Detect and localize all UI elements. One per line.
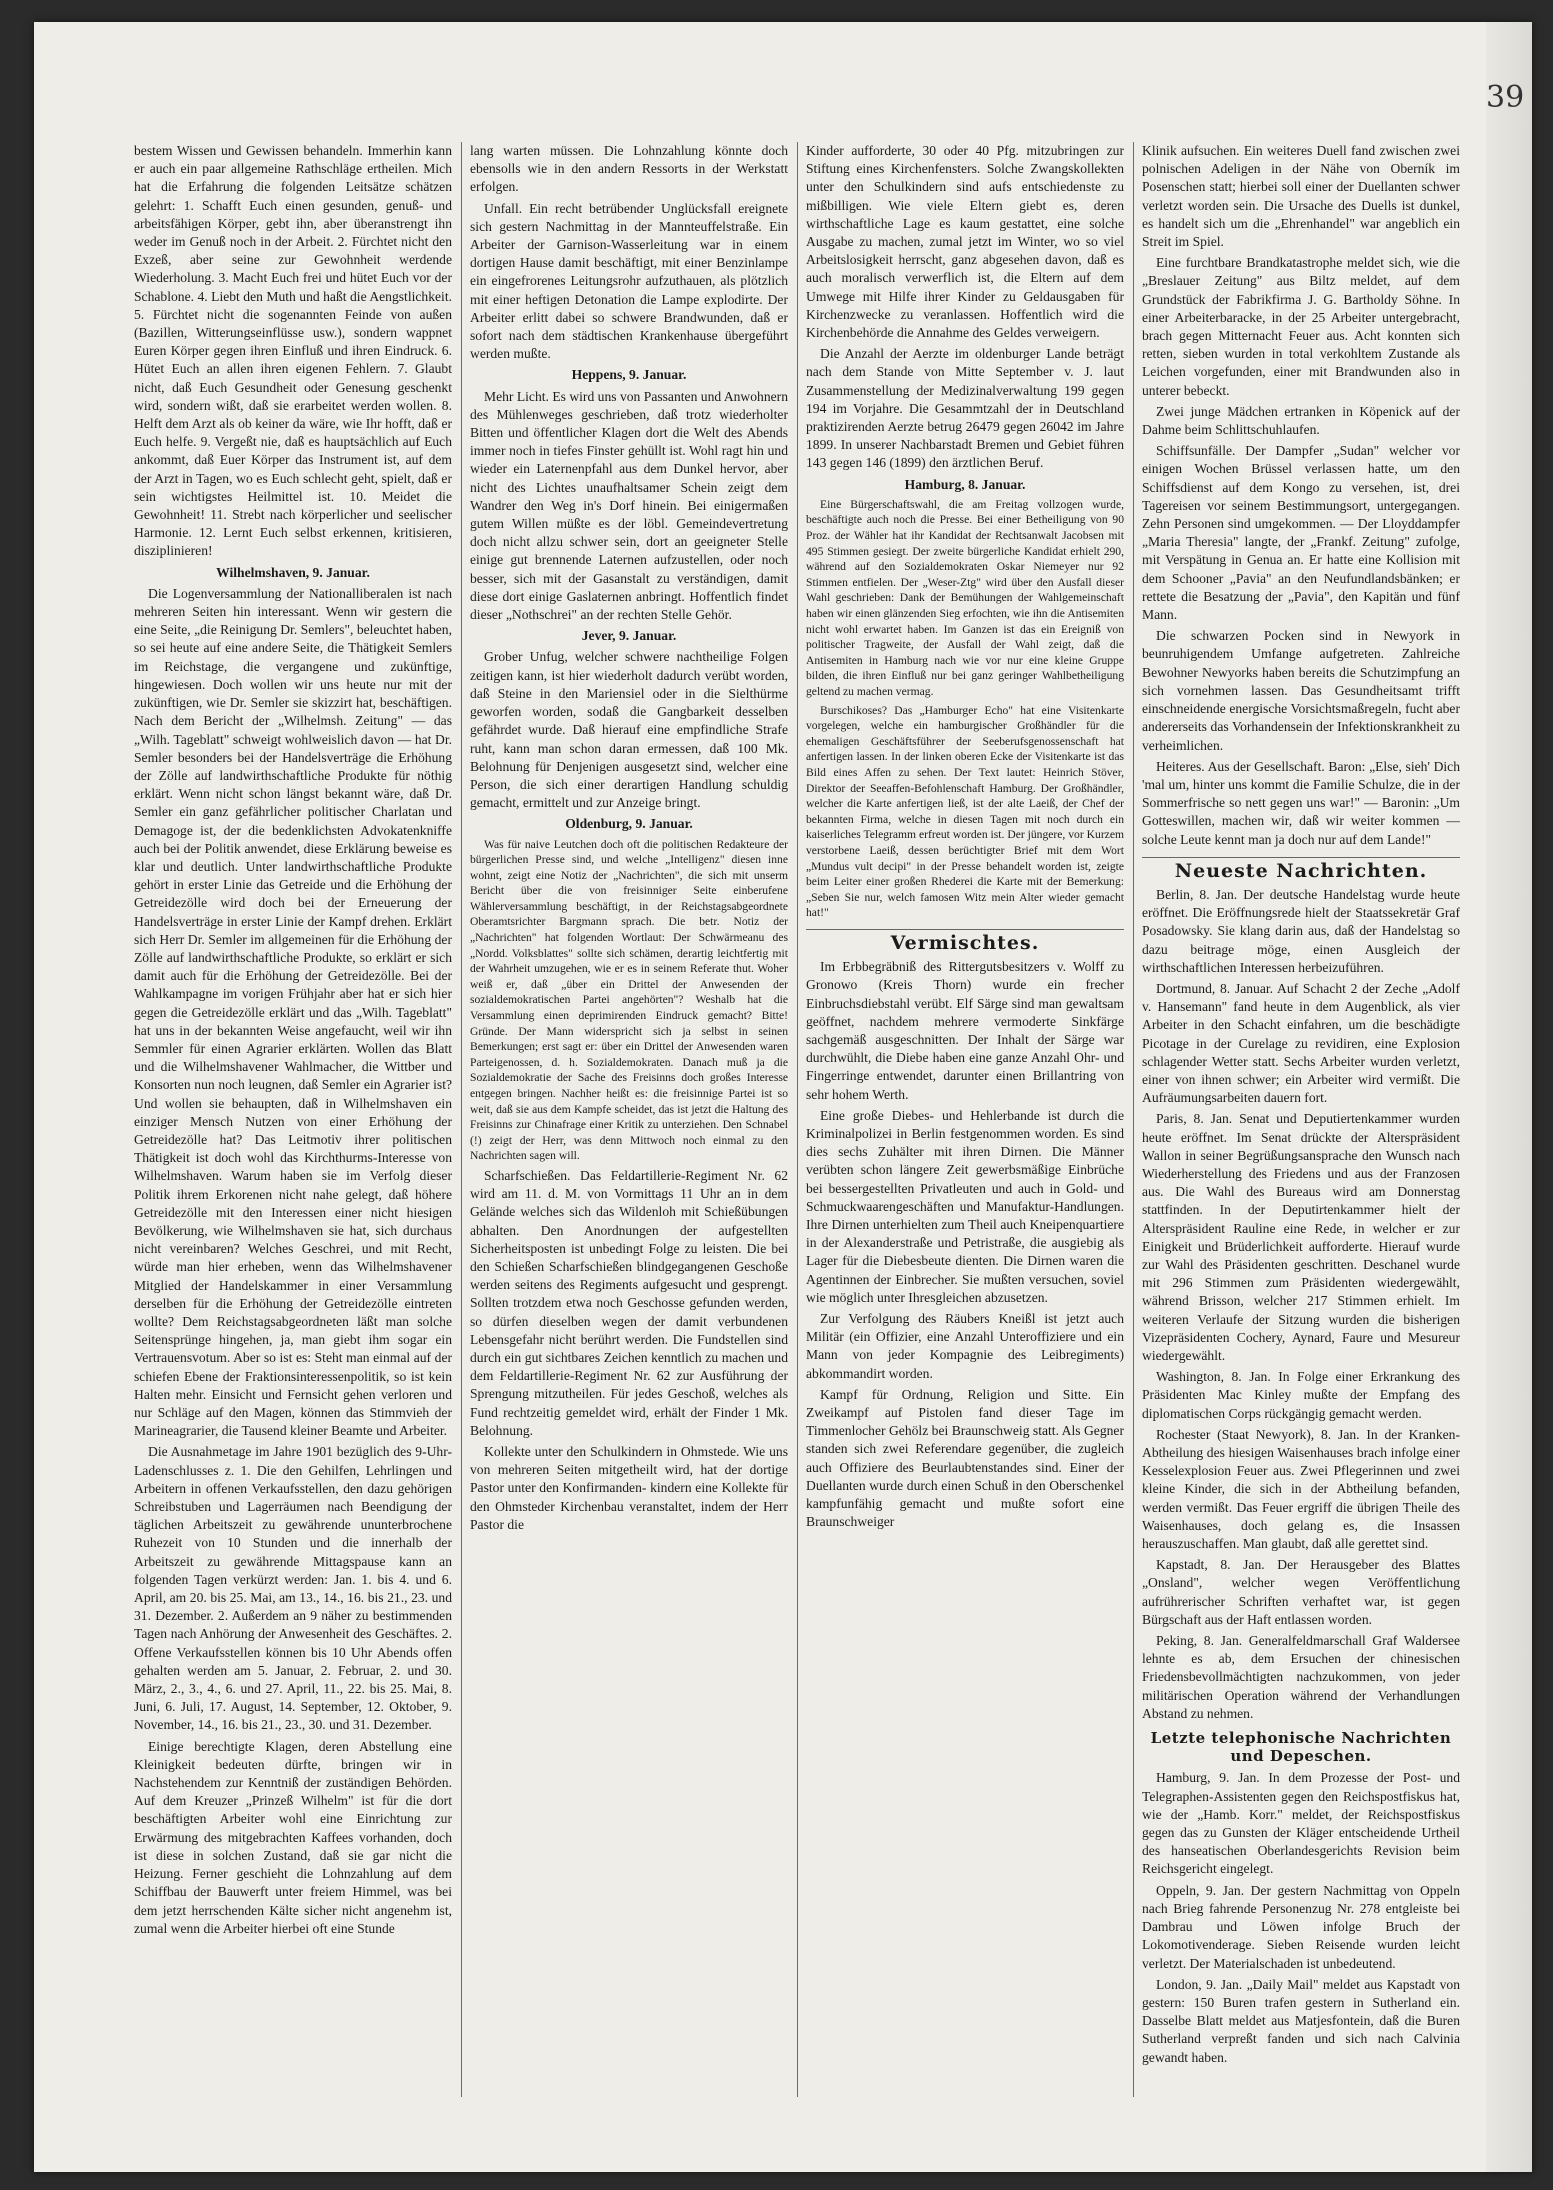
article-paragraph: Eine Bürgerschaftswahl, die am Freitag vollzogen wurde, beschäftigte auch noch die Presse. Bei einer Betheiligung von 90 Proz. der Wähler hat ihr Kandidat der Rechtsanwalt Jacobsen mit 495 Stimmen gesiegt. Der zweite bürgerliche Kandidat erhielt 290, während auf den Sozialdemokraten Oskar Niemeyer nur 92 Stimmen entfielen. Der „Weser-Ztg" wird über den Ausfall dieser Wahl geschrieben: Dank der Bemühungen der Wahlgemeinschaft haben wir einen glänzenden Sieg erfochten, wie ihn die Antisemiten nicht wohl erwartet haben. Im Ganzen ist das ein Ereigniß von politischer Tragweite, der Ausfall der Wahl zeigt, daß die Antisemiten in Hamburg nach wie vor nur eine kleine Gruppe bilden, die ihren Einfluß nur bei ganz geringer Wahlbetheiligung geltend zu machen vermag. [806, 497, 1124, 698]
column-rule [461, 142, 462, 2097]
article-paragraph: London, 9. Jan. „Daily Mail" meldet aus Kapstadt von gestern: 150 Buren trafen gestern in Sutherland ein. Dasselbe Blatt meldet aus Matjesfontein, daß die Buren Sutherland verpreßt fanden und sich nach Calvinia gewandt haben. [1142, 1976, 1460, 2065]
column-4 [1142, 142, 1460, 2097]
article-paragraph: Grober Unfug, welcher schwere nachtheilige Folgen zeitigen kann, ist hier wiederholt dadurch verübt worden, daß Steine in den Mariensiel oder in die Sielthürme geworfen worden, sodaß die Gangbarkeit desselben gefährdet wurde. Daß hierauf eine empfindliche Strafe ruht, kann man schon daran ermessen, daß 100 Mk. Belohnung für Denjenigen ausgesetzt sind, welcher eine Person, die sich einer derartigen Handlung schuldig gemacht, ermittelt und zur Anzeige bringt. [470, 649, 788, 811]
article-paragraph: Zwei junge Mädchen ertranken in Köpenick auf der Dahme beim Schlittschuhlaufen. [1142, 403, 1460, 438]
column-area [134, 142, 1464, 2097]
article-paragraph: Rochester (Staat Newyork), 8. Jan. In der Kranken-Abtheilung des hiesigen Waisenhauses brach infolge einer Kesselexplosion Feuer aus. Zwei Pflegerinnen und zwei kleine Kinder, die sich in der Abtheilung befanden, werden vermißt. Das Feuer ergriff die übrigen Theile des Waisenhauses, doch gelang es, die Insassen herauszuschaffen. Man glaubt, daß alle gerettet sind. [1142, 1426, 1460, 1552]
article-paragraph: Hamburg, 9. Jan. In dem Prozesse der Post- und Telegraphen-Assistenten gegen den Reichspostfiskus hat, wie der „Hamb. Korr." meldet, der Reichspostfiskus gegen das zu Gunsten der Kläger entscheidende Urtheil des hanseatischen Oberlandesgerichts Revision beim Reichsgericht eingelegt. [1142, 1770, 1460, 1877]
article-paragraph: Washington, 8. Jan. In Folge einer Erkrankung des Präsidenten Mac Kinley mußte der Empfang des diplomatischen Corps rückgängig gemacht werden. [1142, 1369, 1460, 1421]
article-paragraph: Burschikoses? Das „Hamburger Echo" hat eine Visitenkarte vorgelegen, welche ein hamburgischer Großhändler für die ehemaligen Geschäftsführer der Seeberufsgenossenschaft hat anfertigen lassen. In der linken oberen Ecke der Visitenkarte ist das Bild eines Affen zu sehen. Der Text lautet: Heinrich Stöver, Direktor der Seeaffen-Befohlenschaft Hamburg. Der Großhändler, welcher die Karte anfertigen ließ, ist der alte Laeiß, der Chef der bekannten Firma, welche in diesen Tagen mit noch durch ein kaiserliches Telegramm erfreut worden ist. Der jüngere, vor Kurzem verstorbene Laeiß, dessen berüchtigter Brief mit dem Wort „Mundus vult decipi" in der Presse behandelt worden ist, zeigte beim Leiter einer großen Rhederei die Karte mit der Bemerkung: „Seben Sie nur, welch famosen Witz mein Alter wieder gemacht hat!" [806, 703, 1124, 920]
column-3 [806, 142, 1124, 2097]
newspaper-page [34, 22, 1532, 2172]
article-paragraph: Mehr Licht. Es wird uns von Passanten und Anwohnern des Mühlenweges geschrieben, daß trotz wiederholter Bitten und öffentlicher Klagen dort die Welt des Abends immer noch in tiefes Finster gehüllt ist. Wohl ragt hin und wieder ein Laternenpfahl aus dem Dunkel hervor, aber nicht des Lichtes unaufhaltsamer Schein zeigt dem Wandrer den Weg in's Dorf hinein. Bei einigermaßen gutem Willen müßte es der löbl. Gemeindevertretung doch nicht allzu schwer sein, dort an geeigneter Stelle einige gut brennende Laternen aufzustellen, oder noch besser, sich mit der Gasanstalt zu verständigen, damit diese dort einige Gaslaternen anbringt. Hoffentlich findet dieser „Nothschrei" an der rechten Stelle Gehör. [470, 388, 788, 623]
article-paragraph: Berlin, 8. Jan. Der deutsche Handelstag wurde heute eröffnet. Die Eröffnungsrede hielt der Staatssekretär Graf Posadowsky. Sie klang darin aus, daß der Handelstag so dazu beitrage möge, einen Ausgleich der wirthschaftlichen Interessen herbeizuführen. [1142, 886, 1460, 975]
column-2 [470, 142, 788, 2097]
article-paragraph: Kollekte unter den Schulkindern in Ohmstede. Wie uns von mehreren Seiten mitgetheilt wird, hat der dortige Pastor unter den Konfirmanden- kindern eine Kollekte für den Ohmsteder Kirchenbau veranstaltet, indem der Herr Pastor die [470, 1444, 788, 1532]
section-heading: Vermischtes. [806, 929, 1124, 952]
article-paragraph: Die Logenversammlung der Nationalliberalen ist nach mehreren Seiten hin interessant. Wenn wir gestern die eine Seite, „die Reinigung Dr. Semlers", beleuchtet haben, so sei heute auf eine andere Seite, die Thätigkeit Semlers im Reichstage, die vergangene und zukünftige, hingewiesen. Doch wollen wir uns heute nur mit der zukünftigen, wie Dr. Semler sie skizzirt hat, beschäftigen. Nach dem Bericht der „Wilhelmsh. Zeitung" — das „Wilh. Tageblatt" schweigt wohlweislich davon — hat Dr. Semler besonders bei der Handelsverträge die Erhöhung der Zölle auf landwirthschaftliche Produkte für nöthig erklärt. Wenn nicht schon längst bekannt wäre, daß Dr. Semler ein ganz gefährlicher politischer Charlatan und Demagoge ist, der die bedenklichsten Advokatenkniffe auch bei der Politik anwendet, diese Erklärung beweise es klar und deutlich. Unter landwirthschaftliche Produkte gehört in erster Linie das Getreide und die Erhöhung der Getreidezölle wird doch bei der Erneuerung der Handelsverträge in erster Linie der Kampf drehen. Erklärt sich Herr Dr. Semler im allgemeinen für die Erhöhung der Zölle auf landwirthschaftliche Produkte, so erklärt er sich damit auch für die Erhöhung der Getreidezölle. Bei der Wahlkampagne im vorigen Frühjahr aber hat er sich hier gegen die Getreidezölle erklärt und das „Wilh. Tageblatt" hat uns in der bekannten Weise angefaucht, weil wir ihn Semmler für einen Agrarier erklärten. Wollen das Blatt und die Wilhelmshavener Wahlmacher, die Wittber und Konsorten nun noch leugnen, daß Semler ein Agrarier ist? Und wollen sie behaupten, daß in Wilhelmshaven ein einziger Mensch Nutzen von einer Erhöhung der Getreidezölle hat? Das Leitmotiv ihrer politischen Thätigkeit ist doch wohl das Kirchthurms-Interesse von Wilhelmshaven. Warum haben sie im Verfolg dieser Politik ihrem Erkorenen nicht nahe gelegt, daß höhere Getreidezölle mit den Interessen einer nicht hiesigen Bevölkerung, wie Wilhelmshaven sie hat, sich durchaus nicht vereinbaren? Welches Geschrei, und mit Recht, würde man hier erheben, wenn das Wilhelmshavener Mitglied der Handelskammer in einer Versammlung derselben für die Erhöhung der Getreidezölle eintreten wollte? Dem Reichstagsabgeordneten läßt man solche Seitensprünge hingehen, ja, man giebt ihm sogar ein Vertrauensvotum. Aber so ist es: Steht man einmal auf der schiefen Ebene der Fraktionsinteressenpolitik, so ist kein Halten mehr. Einsicht und Fernsicht gehen verloren und nur Schläge auf den Magen, können das Stimmvieh der Marineagrarier, die Tausend kleiner Beamte und Arbeiter. [134, 585, 452, 1439]
article-paragraph: Was für naive Leutchen doch oft die politischen Redakteure der bürgerlichen Presse sind, und welche „Intelligenz" diesen inne wohnt, zeigt eine Notiz der „Nachrichten", die sich mit unserm Bericht über die von freisinniger Seite einberufene Wählerversammlung beschäftigt, in der Reichstagsabgeordnete Oberamtsrichter Bargmann sprach. Die betr. Notiz der „Nachrichten" hat folgenden Wortlaut: Der Schwärmeanu des „Nordd. Volksblattes" sollte sich schämen, derartig leichtfertig mit der Wahrheit umzugehen, wie er es in seinem Referate thut. Woher weiß er, daß „über ein Drittel der Anwesenden der sozialdemokratischen Partei angehörten"? Weshalb hat die Versammlung einen deprimirenden Eindruck gemacht? Bitte! Gründe. Der Mann widerspricht sich ja selbst in seinen Bemerkungen; erst sagt er: über ein Drittel der Anwesenden waren Parteigenossen, d. h. Sozialdemokraten. Danach muß ja die Sozialdemokratie der Sache des Freisinns doch großes Interesse entgegen bringen. Nachher heißt es: die freisinnige Partei ist so weit, daß sie aus dem Kampfe scheidet, das ist jetzt die Haltung des Freisinns zur Chinafrage einer Kritik zu unterziehen. Den Schnabel (!) zeigt der Herr, was denn Mittwoch noch einmal zu den Nachrichten sagen will. [470, 837, 788, 1163]
dateline: Heppens, 9. Januar. [571, 367, 687, 383]
article-paragraph: Unfall. Ein recht betrübender Unglücksfall ereignete sich gestern Nachmittag in der Mannteuffelstraße. Ein Arbeiter der Garnison-Wasserleitung war in einem dortigen Hause damit beschäftigt, mit einer Benzinlampe ein eingefrorenes Leitungsrohr aufzuthauen, als plötzlich mit einer heftigen Detonation die Lampe explodirte. Der Arbeiter erlitt dabei so schwere Brandwunden, daß er sofort nach dem städtischen Krankenhause übergeführt werden mußte. [470, 200, 788, 362]
article-paragraph: Die Ausnahmetage im Jahre 1901 bezüglich des 9-Uhr-Ladenschlusses z. 1. Die den Gehilfen, Lehrlingen und Arbeitern in offenen Verkaufsstellen, den dazu gehörigen Schreibstuben und Lagerräumen nach Beendigung der täglichen Arbeitszeit zu gewährende ununterbrochene Ruhezeit von 10 Stunden und die innerhalb der Arbeitszeit zu gewährende Mittagspause kann an folgenden Tagen verkürzt werden: Jan. 1. bis 4. und 6. April, am 20. bis 25. Mai, am 13., 14., 16. bis 21., 23. und 31. Dezember. 2. Außerdem an 9 näher zu bestimmenden Tagen nach Anhörung der Anwesenheit des Geschäftes. 2. Offene Verkaufsstellen können bis 10 Uhr Abends offen gehalten werden am 5. Januar, 2. Februar, 2. und 30. März, 2., 3., 4., 6. und 27. April, 11., 22. bis 25. Mai, 8. Juni, 6. Juli, 17. August, 14. September, 12. Oktober, 9. November, 14., 16. bis 21., 23., 30. und 31. Dezember. [134, 1444, 452, 1733]
article-paragraph: Im Erbbegräbniß des Rittergutsbesitzers v. Wolff zu Gronowo (Kreis Thorn) wurde ein frecher Einbruchsdiebstahl verübt. Elf Särge sind man gewaltsam geöffnet, nachdem mehrere vermoderte Sinkfärge sachgemäß ausgeschnitten. Der Inhalt der Särge war durchwühlt, die Diebe haben eine ganze Anzahl Ohr- und Fingerringe entwendet, darunter einen Brillantring von sehr hohem Werth. [806, 959, 1124, 1102]
article-paragraph: Scharfschießen. Das Feldartillerie-Regiment Nr. 62 wird am 11. d. M. von Vormittags 11 Uhr an in dem Gelände welches sich das Wildenloh mit Schießübungen abhalten. Den Anordnungen der aufgestellten Sicherheitsposten ist unbedingt Folge zu leisten. Die bei den Schießen Scharfschießen blindgegangenen Geschoße werden seitens des Regiments aufgesucht und gesprengt. Sollten trotzdem etwa noch Geschosse gefunden werden, so dürfen dieselben wegen der damit verbundenen Lebensgefahr nicht berührt werden. Die Fundstellen sind durch ein gut sichtbares Zeichen kenntlich zu machen und dem Feldartillerie-Regiment Nr. 62 zur Ausführung der Sprengung mitzutheilen. Für jedes Geschoß, welches als Fund rechtzeitig gemeldet wird, erhält der Finder 1 Mk. Belohnung. [470, 1167, 788, 1438]
section-heading: Neueste Nachrichten. [1142, 857, 1460, 880]
dateline: Hamburg, 8. Januar. [904, 476, 1026, 492]
article-paragraph: Schiffsunfälle. Der Dampfer „Sudan" welcher vor einigen Wochen Brüssel verlassen hatte, um den Schiffsdienst auf dem Kongo zu versehen, ist, drei Tagereisen vor seinem Bestimmungsort, untergegangen. Zehn Personen sind umgekommen. — Der Lloyddampfer „Maria Theresia" langte, der „Frankf. Zeitung" zufolge, mit Verspätung in Genua an. Er hatte eine Kollision mit dem Schooner „Pavia" an den Neufundlandsbänken; er rettete die Besatzung der „Pavia", den Kapitän und fünf Mann. [1142, 443, 1460, 623]
article-paragraph: Die Anzahl der Aerzte im oldenburger Lande beträgt nach dem Stande von Mitte September v. J. laut Zusammenstellung der Medizinalverwaltung 199 gegen 194 im Vorjahre. Die Gesammtzahl der in Deutschland praktizirenden Aerzte betrug 26479 gegen 26042 im Jahre 1899. In unserer Nachbarstadt Bremen und Gebiet führen 143 gegen 146 (1899) den ärztlichen Beruf. [806, 346, 1124, 471]
page-number: 39 [1486, 80, 1525, 115]
article-paragraph: Oppeln, 9. Jan. Der gestern Nachmittag von Oppeln nach Brieg fahrende Personenzug Nr. 278 entgleiste bei Dambrau und Löwen infolge Bruch der Lokomotivenderage. Sieben Reisende wurden leicht verletzt. Der Materialschaden ist unbedeutend. [1142, 1882, 1460, 1971]
article-paragraph: Einige berechtigte Klagen, deren Abstellung eine Kleinigkeit bedeuten dürfte, bringen wir in Nachstehendem zur Kenntniß der zuständigen Behörden. Auf dem Kreuzer „Prinzeß Wilhelm" ist für die dort beschäftigten Arbeiter wohl eine Einrichtung zur Erwärmung des mitgebrachten Kaffees vorhanden, doch ist diese in solchen Zustand, daß sie gar nicht die Heizung. Ferner geschieht die Lohnzahlung auf dem Schiffbau der Bauwerft unter freiem Himmel, was bei dem jetzt herrschenden Kälte sicher nicht angenehm ist, zumal wenn die Arbeiter hierbei oft eine Stunde [134, 1738, 452, 1936]
dateline: Wilhelmshaven, 9. Januar. [216, 564, 370, 580]
article-paragraph: Dortmund, 8. Januar. Auf Schacht 2 der Zeche „Adolf v. Hansemann" fand heute in dem Augenblick, als vier Arbeiter in den Schacht einfahren, um die beschädigte Picotage in der Curelage zu revidiren, eine Explosion schlagender Wetter statt. Sechs Arbeiter wurden verletzt, einer von ihnen schwer; ein Arbeiter wird vermißt. Die Aufräumungsarbeiten dauern fort. [1142, 980, 1460, 1106]
column-rule [1133, 142, 1134, 2097]
article-paragraph: Kapstadt, 8. Jan. Der Herausgeber des Blattes „Onsland", welcher wegen Veröffentlichung aufrührerischer Schriften verhaftet war, ist gegen Bürgschaft aus der Haft entlassen worden. [1142, 1557, 1460, 1627]
article-paragraph: Eine furchtbare Brandkatastrophe meldet sich, wie die „Breslauer Zeitung" aus Biltz meldet, auf dem Grundstück der Fabrikfirma J. G. Bartholdy Söhne. In einer Arbeiterbaracke, in der 25 Arbeiter untergebracht, brach gegen Mitternacht Feuer aus. Acht konnten sich retten, sieben wurden in total verkohltem Zustande als Leichen vorgefunden, einer mit Brandwunden also in unterer bebeckt. [1142, 255, 1460, 398]
article-paragraph: bestem Wissen und Gewissen behandeln. Immerhin kann er auch ein paar allgemeine Rathschläge ertheilen. Mich hat die Erfahrung die folgenden Leitsätze schätzen gelehrt: 1. Schafft Euch einen gesunden, genuß- und arbeitsfähigen Körper, gebt ihn, aber überanstrengt ihn weder im Genuß noch in der Arbeit. 2. Fürchtet nicht den Exzeß, aber seine zur Gewohnheit werdende Wiederholung. 3. Macht Euch frei und hütet Euch vor der Schablone. 4. Liebt den Muth und haßt die Aengstlichkeit. 5. Fürchtet nicht die sogenannten Feinde von außen (Bazillen, Witterungseinflüsse usw.), sondern wappnet Euren Körper gegen ihren Einfluß und ihren Eindruck. 6. Hütet Euch an allen ihren eigenen Fehlern. 7. Glaubt nicht, daß Euch Gesundheit oder Genesung geschenkt wird, sondern wißt, daß sie erarbeitet werden wollen. 8. Helft dem Arzt als ob keiner da wäre, wie Ihr hofft, daß er Euch helfe. 9. Vergeßt nie, daß es hauptsächlich auf Euch ankommt, daß Euer Körper das Instrument ist, auf dem der Arzt in Tagen, wo es Euch schlecht geht, spielt, daß er sein wichtigstes Heilmittel ist. 10. Meidet die Gewohnheit! 11. Strebt nach körperlicher und seelischer Harmonie. 12. Lernt Euch selbst erkennen, kritisieren, disziplinieren! [134, 143, 452, 559]
article-paragraph: Kampf für Ordnung, Religion und Sitte. Ein Zweikampf auf Pistolen fand dieser Tage im Timmenlocher Gehölz bei Braunschweig statt. Als Gegner standen sich zwei Referendare gegenüber, die zugleich auch Offiziere des Beurlaubtenstandes sind. Einer der Duellanten wurde durch einen Schuß in den Oberschenkel kampfunfähig gemacht und mußte sofort eine Braunschweiger [806, 1386, 1124, 1530]
article-paragraph: Klinik aufsuchen. Ein weiteres Duell fand zwischen zwei polnischen Adeligen in der Nähe von Oberník im Posenschen statt; hierbei soll einer der Duellanten schwer verletzt worden sein. Die Ursache des Duells ist dunkel, es handelt sich um die „Ehrenhandel" war angeblich ein Streit im Spiel. [1142, 143, 1460, 250]
dateline: Oldenburg, 9. Januar. [565, 816, 693, 832]
dateline: Jever, 9. Januar. [581, 628, 677, 644]
column-rule [797, 142, 798, 2097]
article-paragraph: Paris, 8. Jan. Senat und Deputiertenkammer wurden heute eröffnet. Im Senat drückte der Alterspräsident Wallon in seiner Begrüßungsansprache den Wunsch nach Wiederherstellung des Friedens und aus der Franzosen aus. Die Wahl des Bureaus wird am Donnerstag stattfinden. In der Deputirtenkammer hielt der Alterspräsident Rauline eine Rede, in welcher er zur Einigkeit und Brüderlichkeit aufforderte. Hierauf wurde zur Wahl des Präsidenten geschritten. Deschanel wurde mit 296 Stimmen zum Präsidenten wiedergewählt, während Brisson, welcher 217 Stimmen erhielt. Im weiteren Verlaufe der Sitzung wurden die bisherigen Vizepräsidenten Cochery, Aynard, Faure und Mesureur wiedergewählt. [1142, 1111, 1460, 1363]
article-paragraph: lang warten müssen. Die Lohnzahlung könnte doch ebensolls wie in den andern Ressorts in der Werkstatt erfolgen. [470, 143, 788, 195]
article-paragraph: Peking, 8. Jan. Generalfeldmarschall Graf Waldersee lehnte es ab, dem Ersuchen der chinesischen Friedensbevollmächtigten nachzukommen, von jeder militärischen Operation während der Verhandlungen Abstand zu nehmen. [1142, 1633, 1460, 1721]
article-paragraph: Zur Verfolgung des Räubers Kneißl ist jetzt auch Militär (ein Offizier, eine Anzahl Unteroffiziere und ein Mann von jeder Kompagnie des Leibregiments) abkommandirt worden. [806, 1310, 1124, 1381]
article-paragraph: Kinder aufforderte, 30 oder 40 Pfg. mitzubringen zur Stiftung eines Kirchenfensters. Solche Zwangskollekten unter den Schulkindern sind aufs entschiedenste zu mißbilligen. Wie viele Eltern giebt es, deren wirthschaftliche Lage es kaum gestattet, eine solche Ausgabe zu machen, zumal jetzt im Winter, wo so viel Arbeitslosigkeit herrscht, ganz abgesehen davon, daß es auch moralisch verwerflich ist, die Eltern auf dem Umwege mit Hilfe ihrer Kinder zu Geldausgaben für Kirchenzwecke zu veranlassen. Hoffentlich wird die Kirchenbehörde die Annahme des Geldes verweigern. [806, 143, 1124, 341]
article-paragraph: Eine große Diebes- und Hehlerbande ist durch die Kriminalpolizei in Berlin festgenommen worden. Es sind dies sechs Zuhälter mit ihren Dirnen. Die Männer verübten schon längere Zeit gewerbsmäßige Einbrüche bei bessergestellten Privatleuten und auch in Gold- und Schmuckwaarengeschäften und Manufaktur-Handlungen. Ihre Dirnen unterhielten zum Theil auch Kneipenquartiere in der Alexanderstraße und Petristraße, die ausgiebig als Lager für die Diebesbeute dienten. Die Dirnen waren die Agentinnen der Einbrecher. Sie mußten versuchen, soviel wie möglich unter Ihresgleichen abzusetzen. [806, 1107, 1124, 1305]
article-paragraph: Heiteres. Aus der Gesellschaft. Baron: „Else, sieh' Dich 'mal um, hinter uns kommt die Familie Schulze, die in der Sommerfrische so nett gegen uns war!" — Baronin: „Um Gotteswillen, machen wir, daß wir weiter kommen — solche Leute kennt man ja doch nur auf dem Lande!" [1142, 758, 1460, 847]
article-paragraph: Die schwarzen Pocken sind in Newyork in beunruhigendem Umfange aufgetreten. Zahlreiche Bewohner Newyorks haben bereits die Schutzimpfung an sich vornehmen lassen. Das Gesundheitsamt trifft einschneidende energische Vorsichtsmaßregeln, fucht aber andererseits das Vorhandensein der Infektionskrankheit zu verheimlichen. [1142, 628, 1460, 753]
column-1 [134, 142, 452, 2097]
page-edge [1486, 22, 1532, 2172]
section-subheading: Letzte telephonische Nachrichten und Depeschen. [1150, 1729, 1452, 1766]
